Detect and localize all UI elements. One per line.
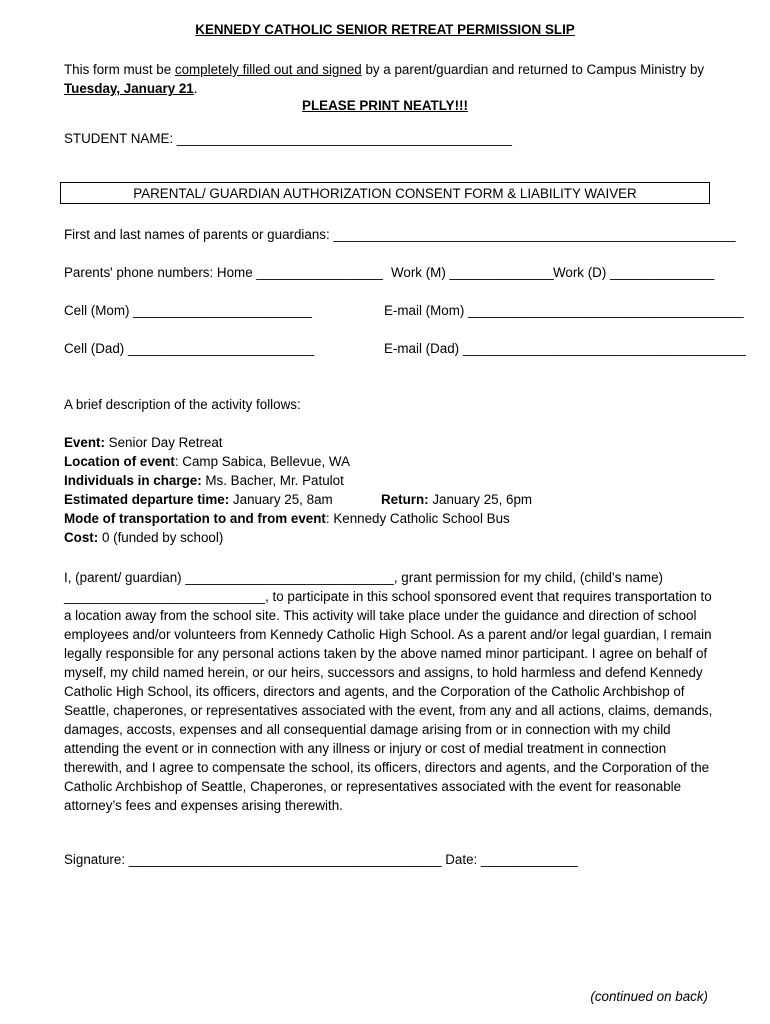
individuals-value: Ms. Bacher, Mr. Patulot xyxy=(201,473,344,488)
print-neatly-notice: PLEASE PRINT NEATLY!!! xyxy=(302,98,468,113)
event-row xyxy=(64,435,223,450)
event-label: Event: xyxy=(64,435,105,450)
location-row xyxy=(64,454,350,469)
individuals-label: Individuals in charge: xyxy=(64,473,202,488)
intro-text-pre: This form must be xyxy=(64,62,175,77)
event-value: Senior Day Retreat xyxy=(104,435,223,450)
email-dad-field[interactable]: E-mail (Dad) ______________________________________ xyxy=(384,341,746,356)
cost-value: 0 (funded by school) xyxy=(98,530,224,545)
parents-names-field[interactable]: First and last names of parents or guardians: ______________________________________________________ xyxy=(64,227,736,242)
work-mom-field[interactable]: Work (M) ______________ xyxy=(391,265,554,280)
transport-row xyxy=(64,511,510,526)
intro-underlined-text: completely filled out and signed xyxy=(174,62,362,77)
email-mom-field[interactable]: E-mail (Mom) _____________________________________ xyxy=(384,303,744,318)
continued-on-back-note: (continued on back) xyxy=(590,989,708,1004)
document-title: KENNEDY CATHOLIC SENIOR RETREAT PERMISSION SLIP xyxy=(195,22,575,37)
intro-deadline: Tuesday, January 21 xyxy=(64,81,194,96)
transport-label: Mode of transportation to and from event xyxy=(64,511,326,526)
intro-paragraph xyxy=(64,60,714,98)
consent-form-heading-box xyxy=(60,182,710,204)
departure-value: January 25, 8am xyxy=(229,492,333,507)
return-row xyxy=(381,492,532,507)
work-dad-field[interactable]: Work (D) ______________ xyxy=(553,265,715,280)
location-value: : Camp Sabica, Bellevue, WA xyxy=(174,454,351,469)
intro-text-post: . xyxy=(193,81,198,96)
consent-form-heading: PARENTAL/ GUARDIAN AUTHORIZATION CONSENT FORM & LIABILITY WAIVER xyxy=(133,186,637,201)
cost-label: Cost: xyxy=(64,530,99,545)
intro-text-mid: by a parent/guardian and returned to Campus Ministry by xyxy=(361,62,705,77)
activity-intro: A brief description of the activity follows: xyxy=(64,397,301,412)
return-label: Return: xyxy=(381,492,429,507)
cell-mom-field[interactable]: Cell (Mom) ________________________ xyxy=(64,303,312,318)
consent-paragraph[interactable]: I, (parent/ guardian) ____________________________, grant permission for my child, (child’s name) ___________________________, to participate in this school sponsored event that requires transportation to a location away from the school site. This activity will take place under the guidance and direction of school employees and/or volunteers from Kennedy Catholic High School. As a parent and/or legal guardian, I remain legally responsible for any personal actions taken by the above named minor participant. I agree on behalf of myself, my child named herein, or our heirs, successors and assigns, to hold harmless and defend Kennedy Catholic High School, its officers, directors and agents, and the Corporation of the Catholic Archbishop of Seattle, chaperones, or representatives associated with the event, from any and all actions, claims, demands, damages, accosts, expenses and all consequential damage arising from or in connection with my child attending the event or in connection with any illness or injury or cost of medial treatment in connection therewith, and I agree to compensate the school, its officers, directors and agents, and the Corporation of the Catholic Archbishop of Seattle, Chaperones, or representatives associated with the event for reasonable attorney’s fees and expenses arising therewith. xyxy=(64,570,713,813)
cell-dad-field[interactable]: Cell (Dad) _________________________ xyxy=(64,341,315,356)
signature-date-field[interactable]: Signature: __________________________________________ Date: _____________ xyxy=(64,852,578,867)
cost-row xyxy=(64,530,223,545)
departure-label: Estimated departure time: xyxy=(64,492,230,507)
student-name-field[interactable]: STUDENT NAME: _____________________________________________ xyxy=(64,131,512,146)
departure-row xyxy=(64,492,333,507)
individuals-row xyxy=(64,473,344,488)
location-label: Location of event xyxy=(64,454,175,469)
return-value: January 25, 6pm xyxy=(428,492,533,507)
transport-value: : Kennedy Catholic School Bus xyxy=(325,511,510,526)
phone-home-field[interactable]: Parents' phone numbers: Home _________________ xyxy=(64,265,383,280)
